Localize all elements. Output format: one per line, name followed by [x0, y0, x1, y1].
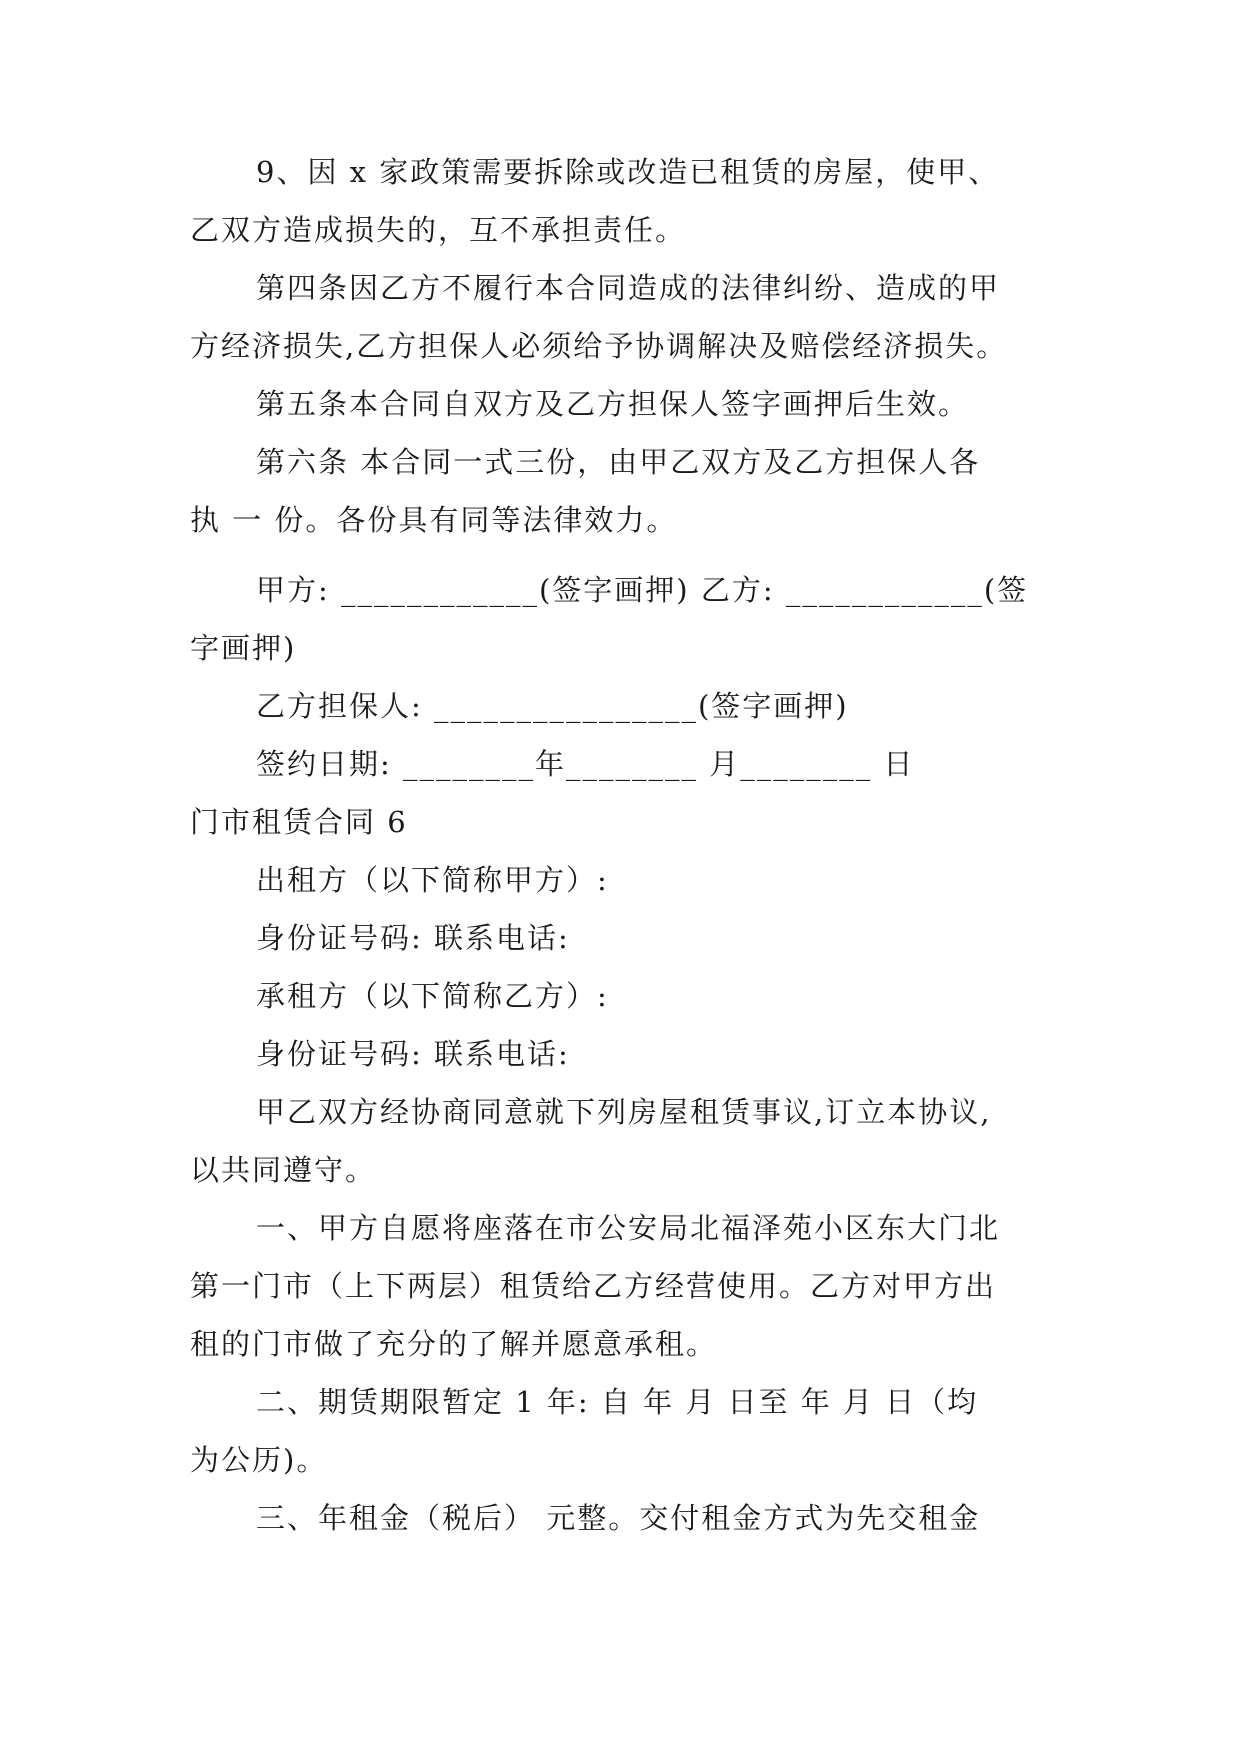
signing-date-line: 签约日期: ________年________ 月________ 日: [256, 747, 915, 781]
section-title: 门市租赁合同 6: [190, 805, 408, 839]
text-line: 为公历)。: [190, 1443, 328, 1477]
text-line: 第一门市（上下两层）租赁给乙方经营使用。乙方对甲方出: [190, 1269, 997, 1303]
text-line: 字画押): [190, 631, 297, 665]
text-line: 执 一 份。各份具有同等法律效力。: [190, 503, 678, 537]
text-line: 承租方（以下简称乙方）:: [256, 979, 609, 1013]
signature-line: 甲方: ____________(签字画押) 乙方: ____________(签: [256, 573, 1029, 607]
text-line: 乙双方造成损失的，互不承担责任。: [190, 213, 687, 247]
text-line: 三、年租金（税后） 元整。交付租金方式为先交租金: [256, 1501, 981, 1535]
text-line: 二、期赁期限暂定 1 年: 自 年 月 日至 年 月 日（均: [256, 1385, 979, 1419]
text-line: 身份证号码: 联系电话:: [256, 1037, 570, 1071]
text-line: 一、甲方自愿将座落在市公安局北福泽苑小区东大门北: [256, 1211, 1001, 1245]
text-line: 以共同遵守。: [190, 1153, 377, 1187]
text-line: 第六条 本合同一式三份，由甲乙双方及乙方担保人各: [256, 445, 981, 479]
text-line: 第四条因乙方不履行本合同造成的法律纠纷、造成的甲: [256, 271, 1001, 305]
text-line: 出租方（以下简称甲方）:: [256, 863, 609, 897]
text-line: 方经济损失,乙方担保人必须给予协调解决及赔偿经济损失。: [190, 329, 1008, 363]
text-line: 甲乙双方经协商同意就下列房屋租赁事议,订立本协议,: [256, 1095, 992, 1129]
text-line: 第五条本合同自双方及乙方担保人签字画押后生效。: [256, 387, 970, 421]
text-line: 9、因 x 家政策需要拆除或改造已租赁的房屋，使甲、: [256, 155, 1000, 189]
text-line: 租的门市做了充分的了解并愿意承租。: [190, 1327, 718, 1361]
text-line: 身份证号码: 联系电话:: [256, 921, 570, 955]
guarantor-signature-line: 乙方担保人: ________________(签字画押): [256, 689, 849, 723]
